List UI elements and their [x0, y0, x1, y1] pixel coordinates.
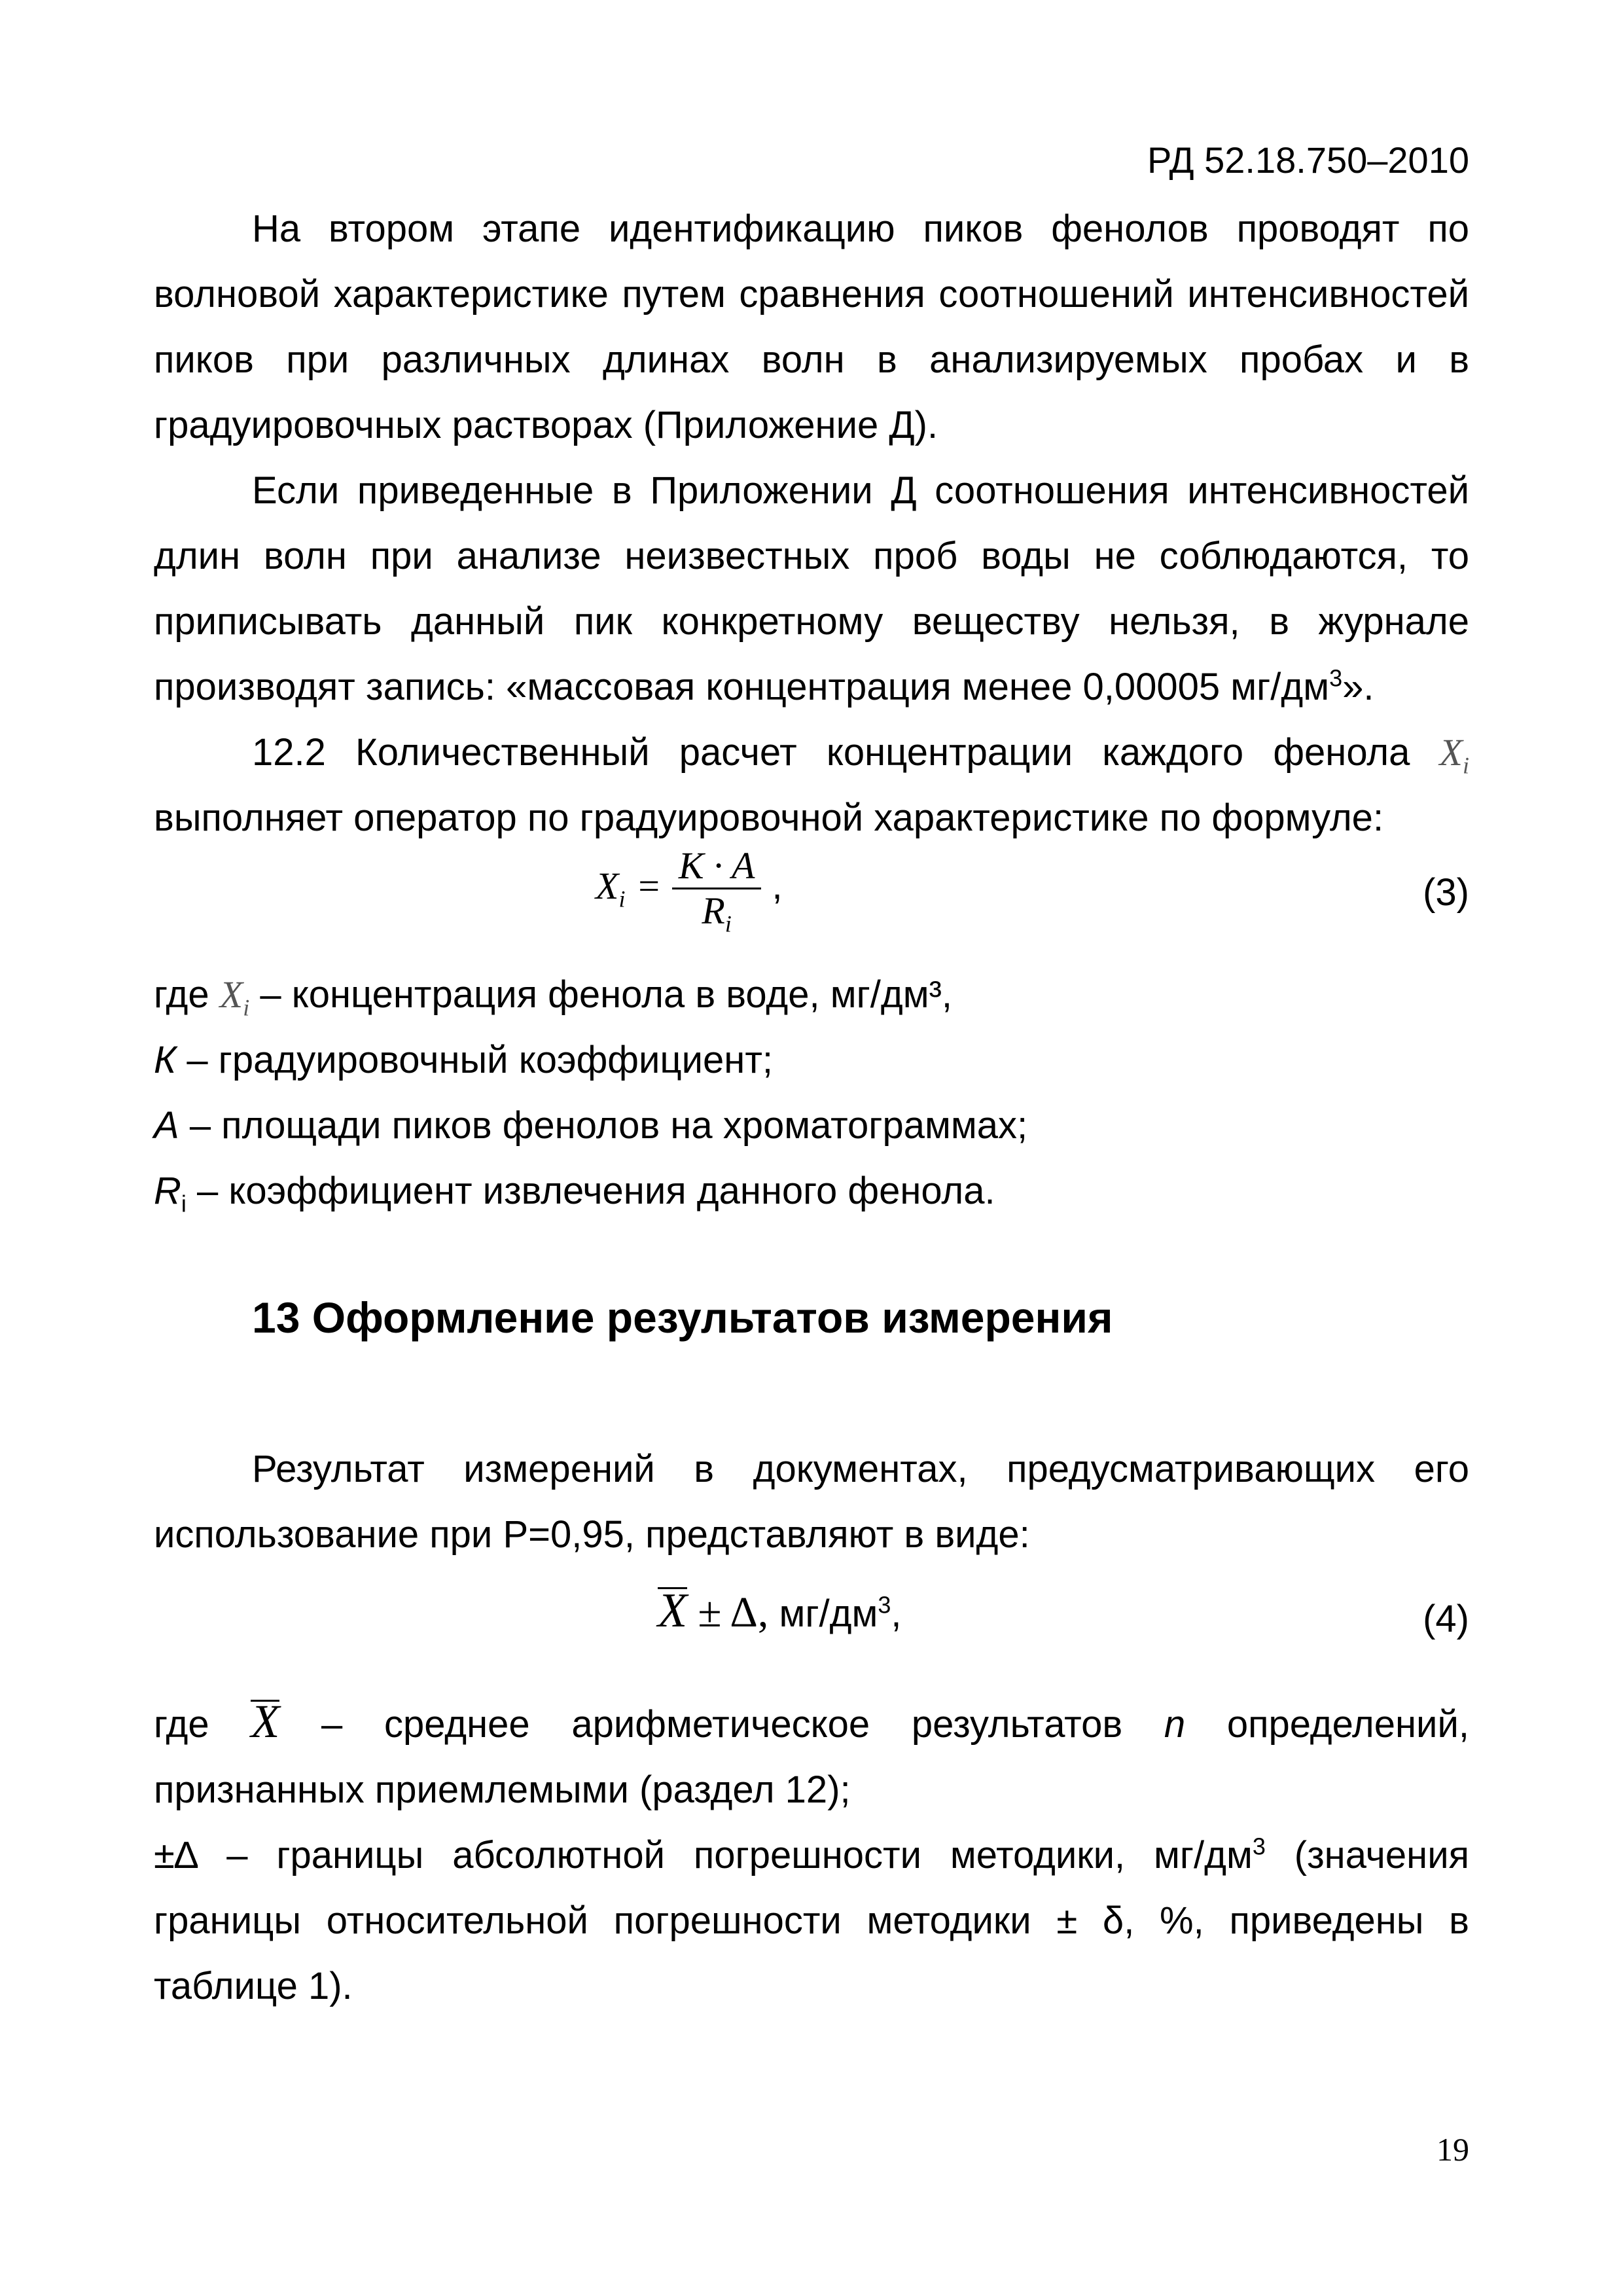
definition-delta: ±∆ – границы абсолютной погрешности методики, $мг/дм^3$ (значения границы относительной погрешности методики ± δ, %, приведены в таблице 1).: [154, 1833, 1469, 2007]
formula-3-equals: =: [635, 864, 662, 907]
definition-xi: где $X_i$ – концентрация фенола в воде, мг/дм³,: [154, 973, 953, 1021]
document-code: РД 52.18.750–2010: [1147, 139, 1469, 181]
formula-4-pm-delta: ± Δ,: [698, 1588, 769, 1636]
paragraph-ratio-check: [154, 458, 1469, 720]
formula-3-numerator: K · A: [672, 844, 762, 889]
paragraph-ratio-check-text: Если приведенные в Приложении Д соотношения интенсивностей длин волн при анализе неизвестных проб воды не соблюдаются, то приписывать данный пик конкретному веществу нельзя, в журнале производят запись: «массовая концентрация менее 0,00005 мг/дм: [154, 469, 1469, 708]
unit-superscript: 3: [1329, 664, 1343, 692]
formula-3-lhs: $X_i$: [596, 864, 626, 912]
formula-4: [658, 1584, 902, 1638]
paragraph-quantitative: [154, 720, 1469, 851]
paragraph-identification: На втором этапе идентификацию пиков фенолов проводят по волновой характеристике путем сравнения соотношений интенсивностей пиков при различных длинах волн в анализируемых пробах и в градуировочных растворах (Приложение Д).: [154, 207, 1469, 446]
definition-a: А – площади пиков фенолов на хроматограммах;: [154, 1104, 1028, 1147]
formula-3: [596, 844, 783, 937]
definition-ri: $R_i$ – коэффициент извлечения данного фенола.: [154, 1170, 995, 1217]
formula-4-xbar: X: [658, 1584, 688, 1638]
formula-4-number: (4): [1423, 1598, 1469, 1640]
definition-k: К – градуировочный коэффициент;: [154, 1039, 773, 1081]
definition-xbar-symbol: X: [251, 1695, 280, 1748]
section-13-heading: 13 Оформление результатов измерения: [252, 1293, 1113, 1342]
page-number: 19: [1436, 2131, 1469, 2168]
paragraph-quantitative-text-a: 12.2 Количественный расчет концентрации каждого фенола: [252, 731, 1410, 774]
definition-xbar: где X – среднее арифметическое результатов n определений, признанных приемлемыми (раздел 12);: [154, 1695, 1469, 1811]
formula-3-comma: ,: [772, 864, 783, 907]
formula-3-fraction: [672, 844, 762, 937]
paragraph-result-form: Результат измерений в документах, предусматривающих его использование при Р=0,95, представляют в виде:: [154, 1448, 1469, 1556]
formula-4-unit: $мг/дм^3$,: [779, 1591, 902, 1635]
paragraph-quantitative-text-b: выполняет оператор по градуировочной характеристике по формуле:: [154, 797, 1384, 839]
paragraph-ratio-check-end: ».: [1342, 666, 1374, 708]
formula-3-number: (3): [1423, 871, 1469, 914]
formula-3-denominator: $R_i$: [702, 889, 732, 937]
variable-xi: $X_i$: [1439, 731, 1469, 779]
definition-xi-symbol: $X_i$: [219, 973, 250, 1021]
